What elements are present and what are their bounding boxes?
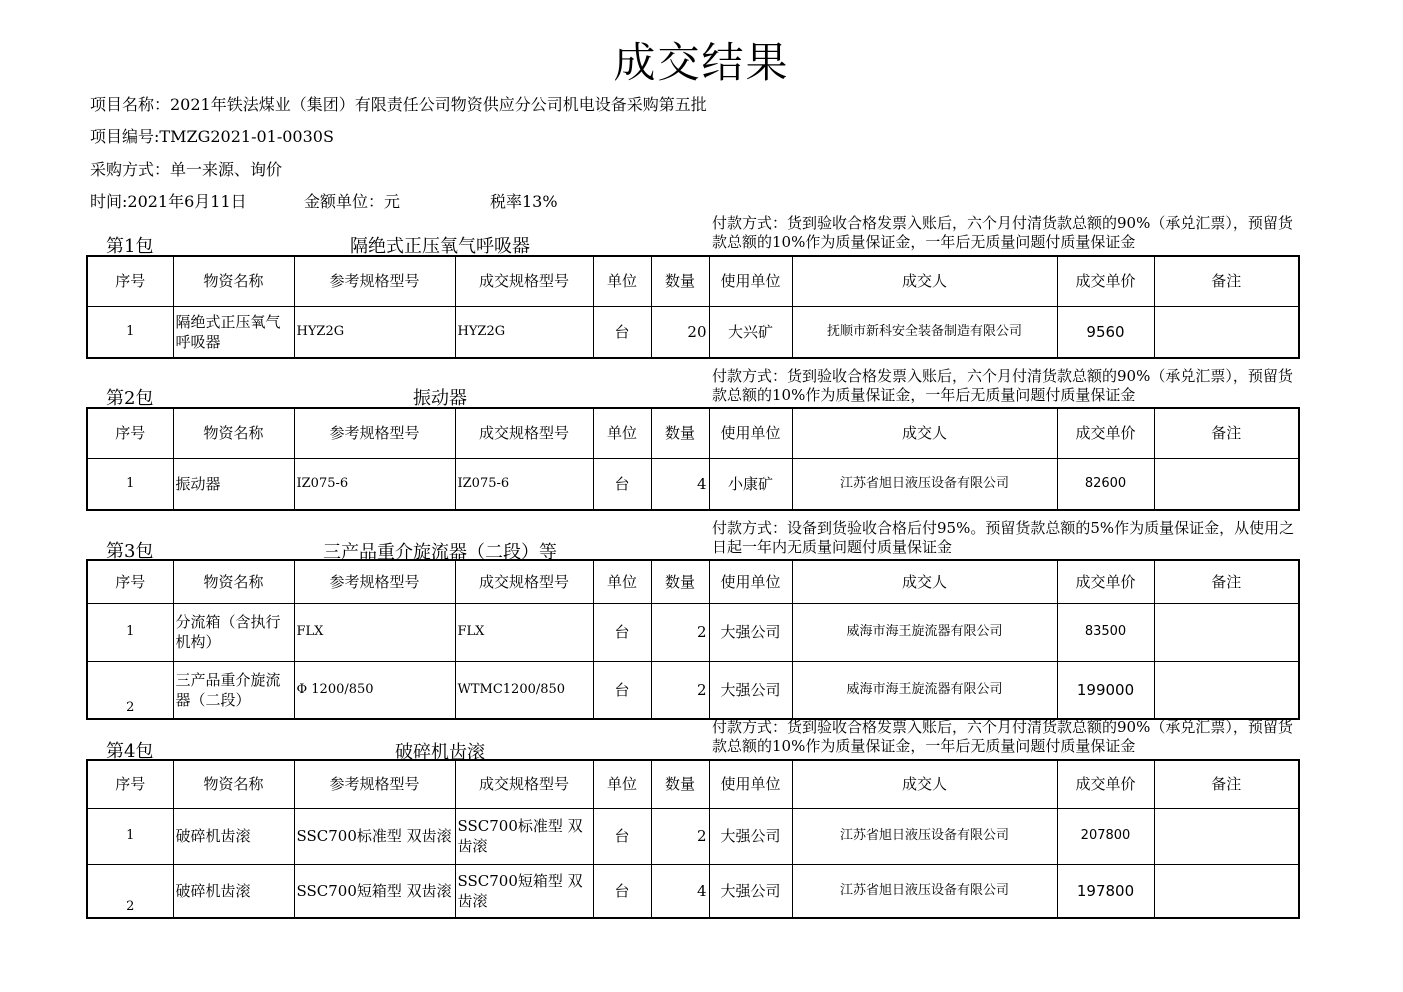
cell-qty: 4 [651,458,709,510]
cell-unit: 台 [593,661,651,719]
cell-price: 82600 [1057,458,1154,510]
cell-vendor: 威海市海王旋流器有限公司 [792,661,1057,719]
header-seq: 序号 [87,256,173,306]
header-item: 物资名称 [173,760,294,808]
cell-item: 三产品重介旋流器（二段） [173,661,294,719]
cell-price: 199000 [1057,661,1154,719]
cell-item: 破碎机齿滚 [173,808,294,864]
cell-item: 隔绝式正压氧气呼吸器 [173,306,294,358]
cell-ref-spec: IZ075-6 [294,458,455,510]
header-ref-spec: 参考规格型号 [294,760,455,808]
cell-ref-spec: SSC700短箱型 双齿滚 [294,864,455,918]
header-deal-spec: 成交规格型号 [455,256,593,306]
table-row [87,661,1299,719]
cell-remark [1154,306,1299,358]
header-seq: 序号 [87,560,173,603]
cell-qty: 20 [651,306,709,358]
header-vendor: 成交人 [792,760,1057,808]
header-item: 物资名称 [173,256,294,306]
header-remark: 备注 [1154,760,1299,808]
cell-vendor: 威海市海王旋流器有限公司 [792,603,1057,661]
header-row [87,256,1299,306]
cell-unit: 台 [593,603,651,661]
package-name: 破碎机齿滚 [395,742,485,763]
cell-remark [1154,458,1299,510]
cell-deal-spec: SSC700短箱型 双齿滚 [455,864,593,918]
header-row [87,560,1299,603]
payment-terms: 付款方式：货到验收合格发票入账后，六个月付清货款总额的90%（承兑汇票），预留货款总额的10%作为质量保证金，一年后无质量问题付质量保证金 [712,214,1293,251]
cell-seq: 2 [87,864,173,918]
document-title: 成交结果 [613,38,790,87]
payment-terms: 付款方式：货到验收合格发票入账后，六个月付清货款总额的90%（承兑汇票），预留货款总额的10%作为质量保证金，一年后无质量问题付质量保证金 [712,718,1293,755]
header-vendor: 成交人 [792,256,1057,306]
header-row [87,760,1299,808]
cell-unit: 台 [593,808,651,864]
cell-ref-spec: HYZ2G [294,306,455,358]
cell-vendor: 江苏省旭日液压设备有限公司 [792,458,1057,510]
package-table [86,559,1300,720]
cell-remark [1154,603,1299,661]
cell-seq: 1 [87,458,173,510]
cell-seq: 2 [87,661,173,719]
header-item: 物资名称 [173,560,294,603]
cell-vendor: 抚顺市新科安全装备制造有限公司 [792,306,1057,358]
cell-ref-spec: SSC700标准型 双齿滚 [294,808,455,864]
package-name: 三产品重介旋流器（二段）等 [323,542,557,563]
cell-price: 9560 [1057,306,1154,358]
package-table [86,255,1300,359]
package-table [86,759,1300,919]
header-price: 成交单价 [1057,560,1154,603]
header-ref-spec: 参考规格型号 [294,408,455,458]
table-row [87,603,1299,661]
header-qty: 数量 [651,560,709,603]
header-deal-spec: 成交规格型号 [455,560,593,603]
header-qty: 数量 [651,408,709,458]
payment-terms: 付款方式：货到验收合格发票入账后，六个月付清货款总额的90%（承兑汇票），预留货款总额的10%作为质量保证金，一年后无质量问题付质量保证金 [712,367,1293,404]
header-price: 成交单价 [1057,256,1154,306]
tax-rate: 税率13% [490,192,558,211]
cell-unit: 台 [593,864,651,918]
cell-vendor: 江苏省旭日液压设备有限公司 [792,808,1057,864]
cell-user: 小康矿 [709,458,792,510]
header-remark: 备注 [1154,560,1299,603]
date: 时间:2021年6月11日 [90,192,247,211]
cell-remark [1154,864,1299,918]
cell-qty: 2 [651,661,709,719]
cell-qty: 4 [651,864,709,918]
package-number: 第1包 [106,236,154,257]
header-ref-spec: 参考规格型号 [294,560,455,603]
cell-price: 83500 [1057,603,1154,661]
project-number: 项目编号:TMZG2021-01-0030S [90,127,334,146]
header-vendor: 成交人 [792,408,1057,458]
cell-user: 大兴矿 [709,306,792,358]
cell-deal-spec: SSC700标准型 双齿滚 [455,808,593,864]
cell-user: 大强公司 [709,661,792,719]
cell-seq: 1 [87,603,173,661]
header-vendor: 成交人 [792,560,1057,603]
cell-item: 分流箱（含执行机构） [173,603,294,661]
cell-qty: 2 [651,808,709,864]
meta-line [90,189,558,212]
cell-remark [1154,808,1299,864]
cell-user: 大强公司 [709,603,792,661]
header-price: 成交单价 [1057,408,1154,458]
header-seq: 序号 [87,408,173,458]
table-row [87,808,1299,864]
cell-deal-spec: FLX [455,603,593,661]
cell-unit: 台 [593,458,651,510]
package-name: 隔绝式正压氧气呼吸器 [350,236,530,257]
cell-ref-spec: FLX [294,603,455,661]
header-user: 使用单位 [709,760,792,808]
header-row [87,408,1299,458]
cell-unit: 台 [593,306,651,358]
cell-seq: 1 [87,306,173,358]
header-remark: 备注 [1154,256,1299,306]
header-price: 成交单价 [1057,760,1154,808]
table-row [87,864,1299,918]
cell-deal-spec: WTMC1200/850 [455,661,593,719]
cell-deal-spec: IZ075-6 [455,458,593,510]
header-deal-spec: 成交规格型号 [455,760,593,808]
header-user: 使用单位 [709,408,792,458]
cell-seq: 1 [87,808,173,864]
header-unit: 单位 [593,408,651,458]
currency-unit: 金额单位：元 [304,192,401,211]
header-qty: 数量 [651,256,709,306]
header-unit: 单位 [593,256,651,306]
cell-user: 大强公司 [709,864,792,918]
cell-item: 振动器 [173,458,294,510]
cell-deal-spec: HYZ2G [455,306,593,358]
header-qty: 数量 [651,760,709,808]
package-number: 第2包 [106,388,154,409]
table-row [87,306,1299,358]
package-name: 振动器 [413,388,467,409]
project-name: 项目名称：2021年铁法煤业（集团）有限责任公司物资供应分公司机电设备采购第五批 [90,95,707,114]
header-user: 使用单位 [709,560,792,603]
cell-qty: 2 [651,603,709,661]
procurement-method: 采购方式：单一来源、询价 [90,160,283,179]
header-unit: 单位 [593,760,651,808]
cell-price: 197800 [1057,864,1154,918]
cell-item: 破碎机齿滚 [173,864,294,918]
header-ref-spec: 参考规格型号 [294,256,455,306]
cell-ref-spec: Φ 1200/850 [294,661,455,719]
package-number: 第4包 [106,741,154,762]
header-remark: 备注 [1154,408,1299,458]
header-user: 使用单位 [709,256,792,306]
package-number: 第3包 [106,541,154,562]
table-row [87,458,1299,510]
header-item: 物资名称 [173,408,294,458]
header-unit: 单位 [593,560,651,603]
cell-vendor: 江苏省旭日液压设备有限公司 [792,864,1057,918]
header-seq: 序号 [87,760,173,808]
cell-user: 大强公司 [709,808,792,864]
cell-price: 207800 [1057,808,1154,864]
package-table [86,407,1300,511]
cell-remark [1154,661,1299,719]
header-deal-spec: 成交规格型号 [455,408,593,458]
payment-terms: 付款方式：设备到货验收合格后付95%。预留货款总额的5%作为质量保证金，从使用之日起一年内无质量问题付质量保证金 [712,519,1295,556]
